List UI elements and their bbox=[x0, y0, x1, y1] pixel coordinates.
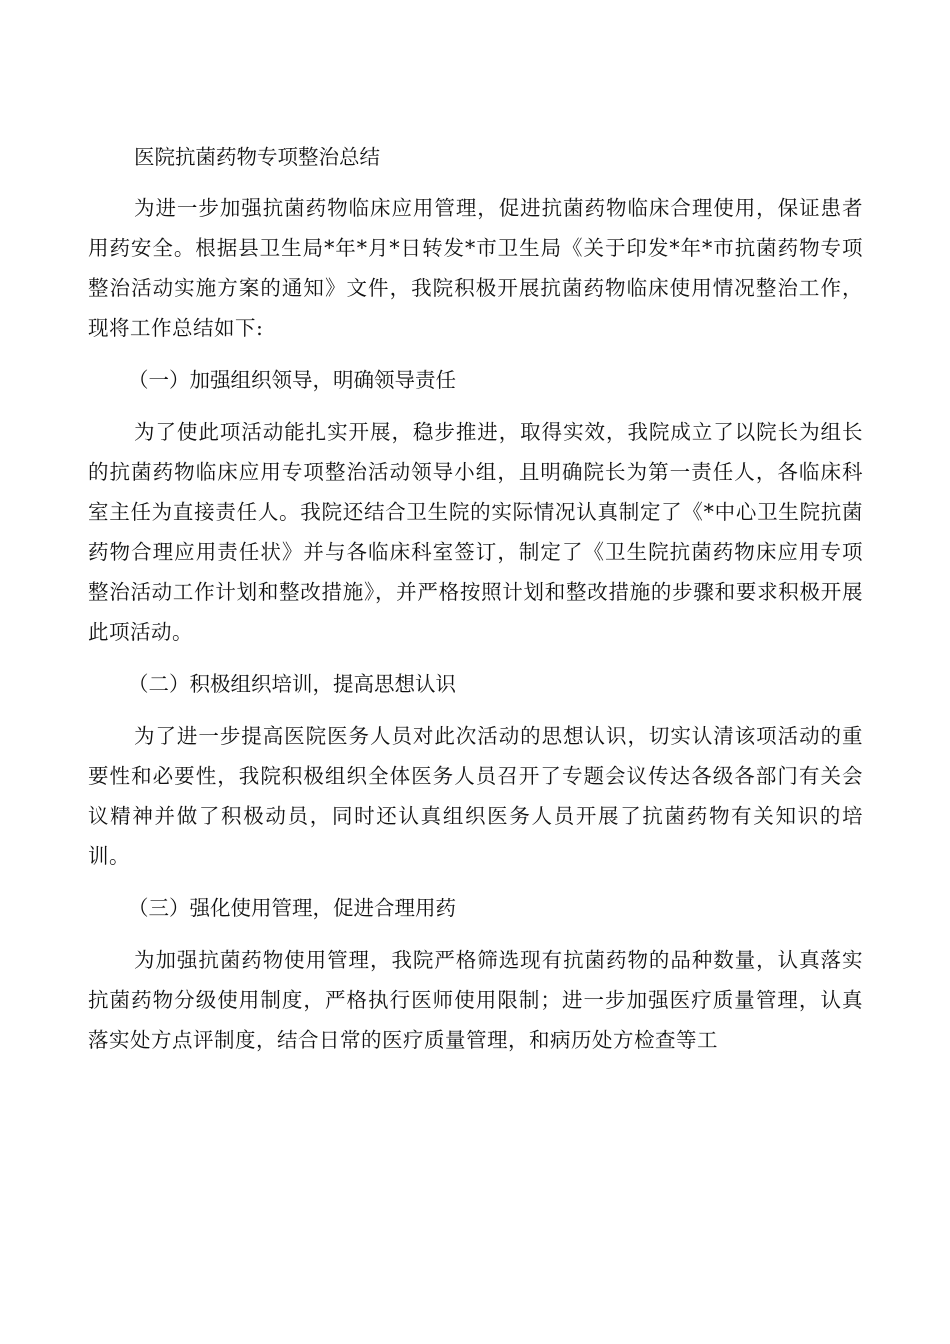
section-3-heading: （三）强化使用管理，促进合理用药 bbox=[128, 896, 456, 920]
section-1-body: 为了使此项活动能扎实开展，稳步推进，取得实效，我院成立了以院长为组长的抗菌药物临床应用专项整治活动领导小组，且明确院长为第一责任人，各临床科室主任为直接责任人。我院还结合卫生院的实际情况认真制定了《*中心卫生院抗菌药物合理应用责任状》并与各临床科室签订，制定了《卫生院抗菌药物床应用专项整治活动工作计划和整改措施》，并严格按照计划和整改措施的步骤和要求积极开展此项活动。 bbox=[88, 420, 863, 644]
section-2-body: 为了进一步提高医院医务人员对此次活动的思想认识，切实认清该项活动的重要性和必要性，我院积极组织全体医务人员召开了专题会议传达各级各部门有关会议精神并做了积极动员，同时还认真组织医务人员开展了抗菌药物有关知识的培训。 bbox=[88, 724, 863, 868]
section-2-heading: （二）积极组织培训，提高思想认识 bbox=[128, 672, 456, 696]
section-1-heading: （一）加强组织领导，明确领导责任 bbox=[128, 368, 456, 392]
document-title: 医院抗菌药物专项整治总结 bbox=[134, 145, 380, 169]
intro-paragraph: 为进一步加强抗菌药物临床应用管理，促进抗菌药物临床合理使用，保证患者用药安全。根据县卫生局*年*月*日转发*市卫生局《关于印发*年*市抗菌药物专项整治活动实施方案的通知》文件，我院积极开展抗菌药物临床使用情况整治工作，现将工作总结如下: bbox=[88, 196, 863, 340]
section-3-body: 为加强抗菌药物使用管理，我院严格筛选现有抗菌药物的品种数量，认真落实抗菌药物分级使用制度，严格执行医师使用限制；进一步加强医疗质量管理，认真落实处方点评制度，结合日常的医疗质量管理，和病历处方检查等工 bbox=[88, 948, 863, 1052]
document-page bbox=[88, 138, 863, 1072]
